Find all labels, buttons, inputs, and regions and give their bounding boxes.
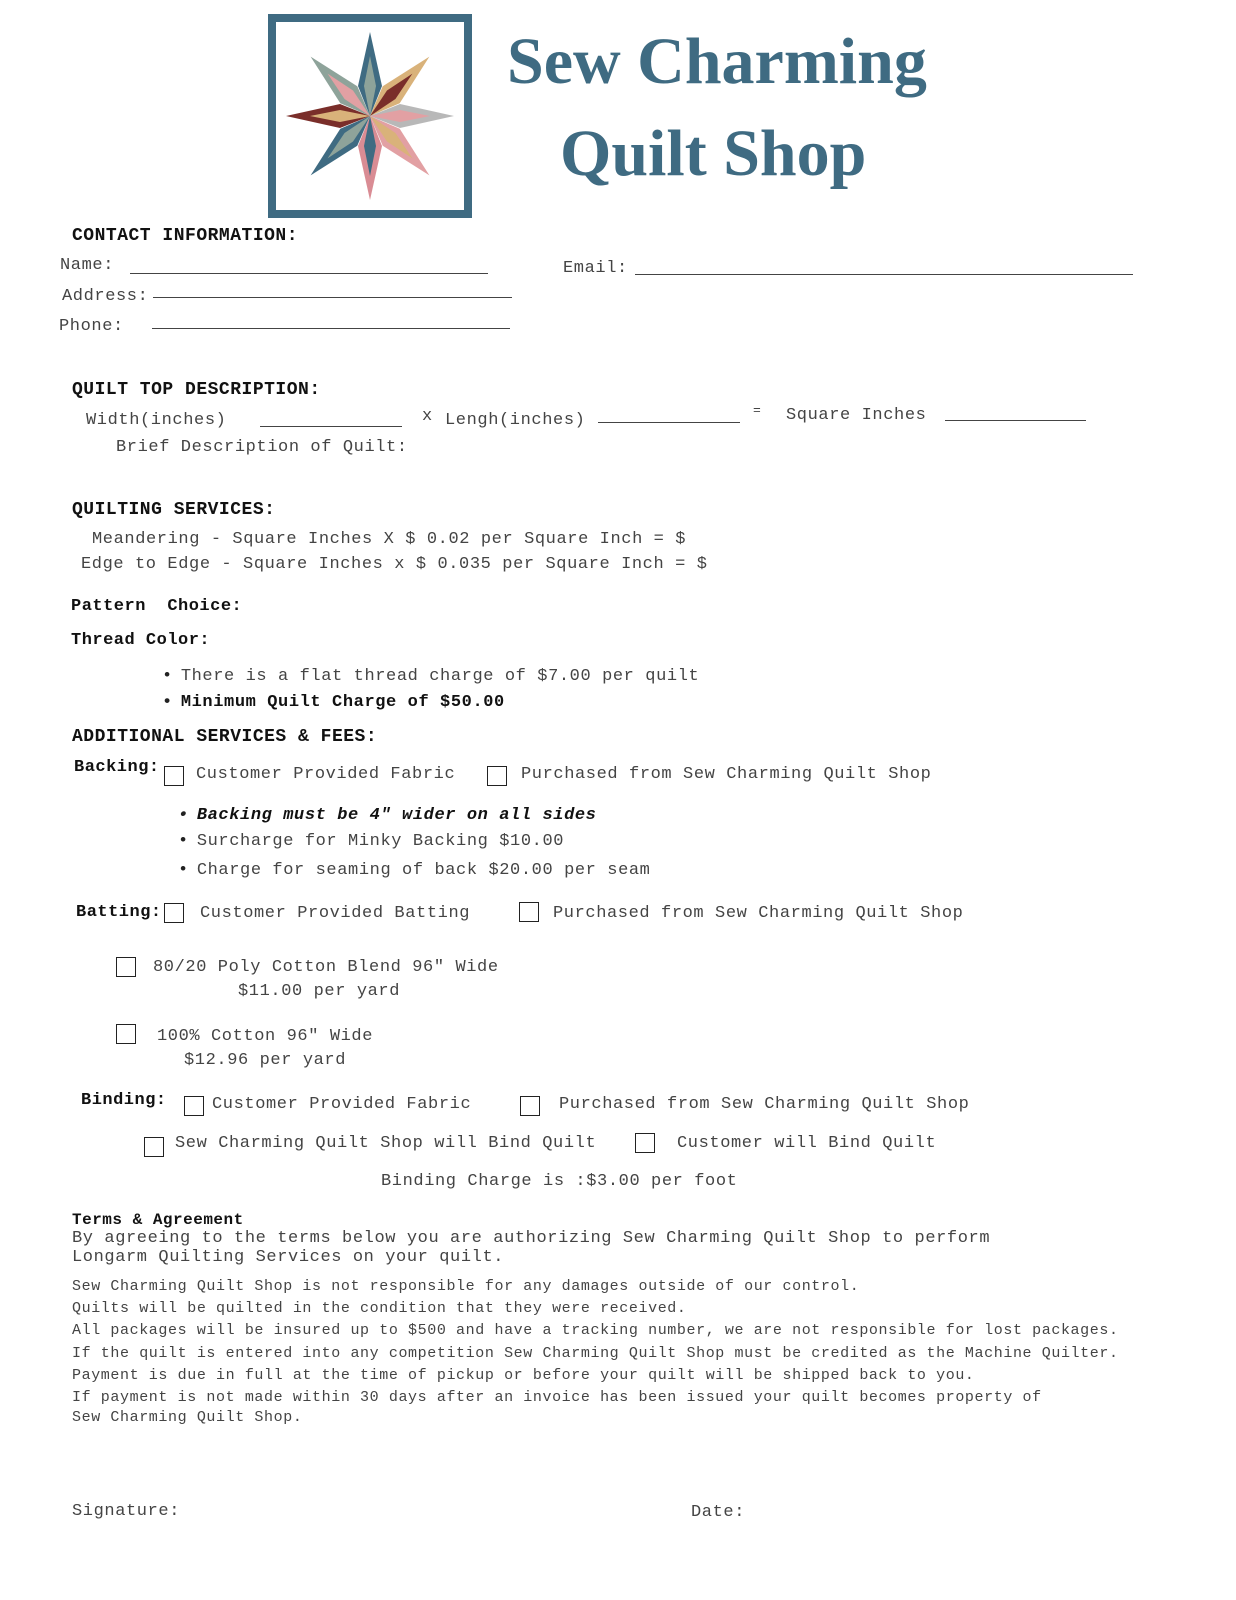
batting-cotton-checkbox[interactable] (116, 1024, 136, 1044)
thread-charge-note: • There is a flat thread charge of $7.00 per quilt (162, 667, 699, 686)
square-inches-field[interactable] (945, 420, 1086, 421)
width-field[interactable] (260, 426, 402, 427)
binding-customer-label: Customer Provided Fabric (212, 1095, 472, 1114)
binding-charge-note: Binding Charge is :$3.00 per foot (381, 1172, 738, 1191)
batting-poly-blend-name: 80/20 Poly Cotton Blend 96" Wide (153, 958, 499, 977)
shop-binds-label: Sew Charming Quilt Shop will Bind Quilt (175, 1134, 597, 1153)
backing-customer-label: Customer Provided Fabric (196, 765, 456, 784)
terms-line: Quilts will be quilted in the condition that they were received. (72, 1300, 687, 1317)
email-label: Email: (563, 259, 628, 278)
terms-line: If payment is not made within 30 days after an invoice has been issued your quilt becomes property of (72, 1389, 1042, 1406)
minky-surcharge-note: • Surcharge for Minky Backing $10.00 (178, 832, 564, 851)
customer-binds-checkbox[interactable] (635, 1133, 655, 1153)
equals-sign: = (753, 403, 762, 418)
terms-line: All packages will be insured up to $500 and have a tracking number, we are not responsible for lost packages. (72, 1322, 1119, 1339)
binding-purchased-checkbox[interactable] (520, 1096, 540, 1116)
seaming-charge-note: • Charge for seaming of back $20.00 per seam (178, 861, 650, 880)
additional-services-heading: ADDITIONAL SERVICES & FEES: (72, 727, 378, 747)
backing-label: Backing: (74, 758, 160, 777)
terms-line: Payment is due in full at the time of pickup or before your quilt will be shipped back to you. (72, 1367, 975, 1384)
times-sign: x (422, 407, 433, 426)
terms-heading: Terms & Agreement (72, 1211, 244, 1229)
terms-intro-line1: By agreeing to the terms below you are authorizing Sew Charming Quilt Shop to perform (72, 1229, 991, 1248)
address-field[interactable] (153, 297, 512, 298)
signature-label: Signature: (72, 1502, 181, 1521)
backing-purchased-label: Purchased from Sew Charming Quilt Shop (521, 765, 932, 784)
quilt-top-heading: QUILT TOP DESCRIPTION: (72, 380, 321, 400)
binding-purchased-label: Purchased from Sew Charming Quilt Shop (559, 1095, 970, 1114)
batting-purchased-label: Purchased from Sew Charming Quilt Shop (553, 904, 964, 923)
phone-label: Phone: (59, 317, 124, 336)
meandering-rate: Meandering - Square Inches X $ 0.02 per Square Inch = $ (92, 530, 687, 549)
date-label: Date: (691, 1503, 746, 1522)
shop-title-line1: Sew Charming (507, 25, 927, 98)
backing-purchased-checkbox[interactable] (487, 766, 507, 786)
quilting-services-heading: QUILTING SERVICES: (72, 500, 276, 520)
brief-description-label: Brief Description of Quilt: (116, 438, 408, 457)
pattern-choice-label: Pattern Choice: (71, 597, 243, 616)
backing-width-note: • Backing must be 4″ wider on all sides (178, 806, 596, 825)
terms-line: Sew Charming Quilt Shop. (72, 1409, 303, 1426)
batting-cotton-name: 100% Cotton 96" Wide (157, 1027, 374, 1046)
batting-cotton-price: $12.96 per yard (184, 1051, 347, 1070)
length-label: Lengh(inches) (445, 411, 586, 430)
terms-line: Sew Charming Quilt Shop is not responsible for any damages outside of our control. (72, 1278, 860, 1295)
thread-color-label: Thread Color: (71, 631, 211, 650)
terms-intro-line2: Longarm Quilting Services on your quilt. (72, 1248, 505, 1267)
name-field[interactable] (130, 273, 488, 274)
batting-poly-blend-checkbox[interactable] (116, 957, 136, 977)
batting-customer-checkbox[interactable] (164, 903, 184, 923)
contact-heading: CONTACT INFORMATION: (72, 226, 299, 246)
phone-field[interactable] (152, 328, 510, 329)
batting-purchased-checkbox[interactable] (519, 902, 539, 922)
terms-line: If the quilt is entered into any competition Sew Charming Quilt Shop must be credited as the Machine Quilter. (72, 1345, 1119, 1362)
binding-label: Binding: (81, 1091, 167, 1110)
shop-title-line2: Quilt Shop (560, 117, 867, 190)
batting-poly-blend-price: $11.00 per yard (238, 982, 401, 1001)
batting-customer-label: Customer Provided Batting (200, 904, 471, 923)
quilt-star-logo-icon (268, 14, 472, 218)
email-field[interactable] (635, 274, 1133, 275)
width-label: Width(inches) (86, 411, 227, 430)
edge-to-edge-rate: Edge to Edge - Square Inches x $ 0.035 per Square Inch = $ (81, 555, 708, 574)
backing-customer-checkbox[interactable] (164, 766, 184, 786)
binding-customer-checkbox[interactable] (184, 1096, 204, 1116)
shop-binds-checkbox[interactable] (144, 1137, 164, 1157)
name-label: Name: (60, 256, 115, 275)
batting-label: Batting: (76, 903, 162, 922)
minimum-charge-note: • Minimum Quilt Charge of $50.00 (162, 693, 505, 712)
customer-binds-label: Customer will Bind Quilt (677, 1134, 937, 1153)
address-label: Address: (62, 287, 149, 306)
square-inches-label: Square Inches (786, 406, 927, 425)
length-field[interactable] (598, 422, 740, 423)
